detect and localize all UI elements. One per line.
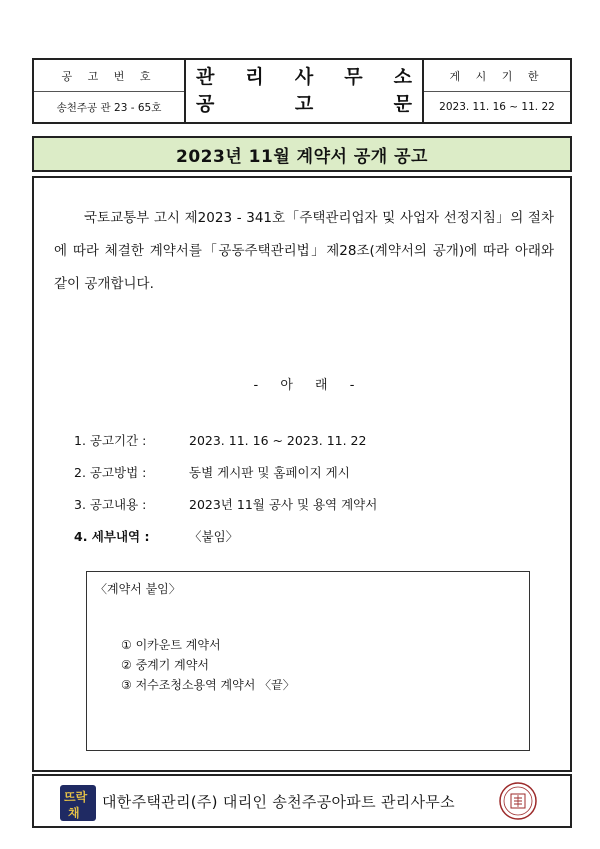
attachment-entry: ③ 저수조청소용역 계약서 〈끝〉 [121,678,295,692]
intro-paragraph [54,202,554,301]
attachment-heading: 〈계약서 붙임〉 [95,582,181,596]
logo-text: 뜨락 [64,790,88,804]
notice-document [32,58,572,828]
office-char: 리 [245,66,264,88]
body-frame [32,176,572,772]
header-table [32,58,572,124]
attachment-entry: ② 중계기 계약서 [121,658,209,672]
official-seal-icon [498,781,538,821]
notice-char: 공 [196,93,215,115]
logo-text: 채 [68,806,80,820]
document-title: 2023년 11월 계약서 공개 공고 [32,136,572,172]
notice-char: 고 [294,93,314,115]
attachment-box [86,571,530,751]
item-label: 1. 공고기간 : [74,433,147,448]
office-char: 사 [294,66,314,88]
below-heading: - 아 래 - [253,378,355,393]
office-char: 관 [196,66,215,88]
list-item [74,520,377,552]
item-label: 2. 공고방법 : [74,465,147,480]
footer-signature [32,774,572,828]
notice-number-label: 공 고 번 호 [34,60,184,92]
list-item [74,488,377,520]
notice-word [196,91,412,118]
office-char: 무 [344,66,363,88]
posting-period-label: 게 시 기 한 [424,60,570,92]
intro-text: 국토교통부 고시 제2023 - 341호「주택관리업자 및 사업자 선정지침」의 절차에 따라 체결한 계약서를「공동주택관리법」제28조(계약서의 공개)에 따라 아래와 같이 공개합니다. [54,210,554,292]
item-label: 4. 세부내역 : [74,529,150,544]
item-label: 3. 공고내용 : [74,497,147,512]
office-name [196,64,412,91]
notice-number-value: 송천주공 관 23 - 65호 [56,101,162,114]
notice-items [74,424,377,552]
item-value: 동별 게시판 및 홈페이지 게시 [189,465,350,480]
list-item [74,424,377,456]
posting-period-value: 2023. 11. 16 ~ 11. 22 [439,101,555,113]
attachment-entry: ① 이카운트 계약서 [121,638,221,652]
notice-number-cell [34,60,186,122]
attachment-list [121,635,295,695]
office-title-cell [186,60,424,122]
item-value: 2023년 11월 공사 및 용역 계약서 [189,497,378,512]
company-logo [60,785,96,821]
item-value: 2023. 11. 16 ~ 2023. 11. 22 [189,432,367,448]
posting-period-cell [424,60,570,122]
list-item [74,456,377,488]
item-value: 〈붙임〉 [189,529,239,544]
office-char: 소 [393,66,412,88]
notice-char: 문 [393,93,412,115]
issuer-name: 대한주택관리(주) 대리인 송천주공아파트 관리사무소 [102,793,455,811]
